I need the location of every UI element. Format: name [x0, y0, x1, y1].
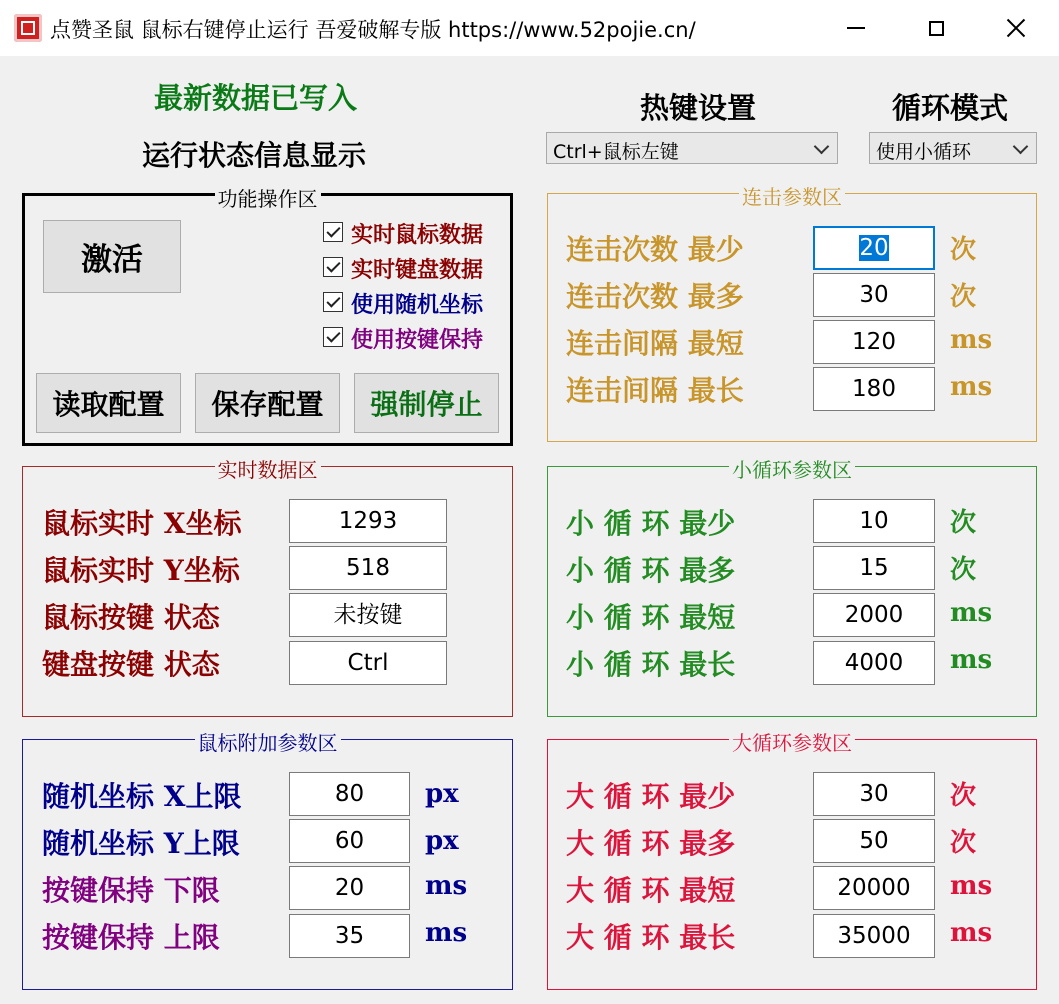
loop-mode-select[interactable] [869, 132, 1037, 164]
small-loop-longest-input[interactable]: 4000 [813, 641, 935, 685]
small-loop-shortest-unit: ms [950, 598, 993, 628]
hotkey-select-value: Ctrl+鼠标左键 [553, 141, 679, 163]
click-count-min-label: 连击次数 最少 [566, 233, 744, 266]
click-params-legend: 连击参数区 [739, 185, 845, 209]
status-written-label: 最新数据已写入 [154, 81, 358, 115]
click-interval-min-label: 连击间隔 最短 [566, 327, 744, 360]
minimize-button[interactable] [816, 0, 896, 56]
key-hold-max-input[interactable]: 35 [289, 914, 410, 958]
checkbox-label: 实时键盘数据 [351, 257, 484, 283]
big-loop-longest-label: 大 循 环 最长 [566, 921, 736, 954]
checkbox-label: 使用随机坐标 [351, 292, 484, 318]
small-loop-max-label: 小 循 环 最多 [566, 554, 736, 587]
click-interval-min-input[interactable]: 120 [813, 320, 935, 364]
loop-mode-select-value: 使用小循环 [876, 141, 972, 163]
big-loop-min-label: 大 循 环 最少 [566, 780, 736, 813]
close-icon [1006, 18, 1026, 38]
mouse-x-label: 鼠标实时 X坐标 [42, 507, 242, 540]
keyboard-key-state-label: 键盘按键 状态 [42, 648, 220, 681]
random-y-limit-label: 随机坐标 Y上限 [42, 827, 240, 860]
keyboard-key-state-field[interactable]: Ctrl [289, 641, 447, 685]
random-y-limit-input[interactable]: 60 [289, 819, 410, 863]
small-loop-min-unit: 次 [950, 508, 977, 538]
click-interval-min-unit: ms [950, 325, 993, 355]
checkbox-label: 实时鼠标数据 [351, 222, 484, 248]
big-loop-min-input[interactable]: 30 [813, 772, 935, 816]
mouse-button-state-label: 鼠标按键 状态 [42, 601, 220, 634]
random-x-limit-unit: px [425, 779, 459, 809]
small-loop-longest-label: 小 循 环 最长 [566, 648, 736, 681]
small-loop-min-label: 小 循 环 最少 [566, 507, 736, 540]
small-loop-legend: 小循环参数区 [729, 458, 855, 482]
random-y-limit-unit: px [425, 826, 459, 856]
status-display-label: 运行状态信息显示 [142, 139, 367, 172]
maximize-button[interactable] [896, 0, 976, 56]
mouse-x-field[interactable]: 1293 [289, 499, 447, 543]
checkbox-box [323, 292, 343, 312]
app-icon [14, 14, 42, 42]
close-button[interactable] [976, 0, 1056, 56]
small-loop-longest-unit: ms [950, 645, 993, 675]
big-loop-shortest-label: 大 循 环 最短 [566, 874, 736, 907]
small-loop-max-input[interactable]: 15 [813, 546, 935, 590]
loop-mode-title: 循环模式 [892, 91, 1009, 125]
click-count-max-label: 连击次数 最多 [566, 280, 744, 313]
small-loop-shortest-input[interactable]: 2000 [813, 593, 935, 637]
checkbox-box [323, 327, 343, 347]
key-hold-min-unit: ms [425, 871, 468, 901]
big-loop-shortest-unit: ms [950, 871, 993, 901]
big-loop-longest-unit: ms [950, 918, 993, 948]
big-loop-max-label: 大 循 环 最多 [566, 827, 736, 860]
click-count-min-unit: 次 [950, 235, 977, 265]
small-loop-shortest-label: 小 循 环 最短 [566, 601, 736, 634]
chevron-down-icon [814, 139, 830, 155]
big-loop-longest-input[interactable]: 35000 [813, 914, 935, 958]
force-stop-button[interactable]: 强制停止 [354, 373, 499, 433]
mouse-y-label: 鼠标实时 Y坐标 [42, 554, 240, 587]
activate-button[interactable]: 激活 [43, 220, 181, 293]
key-hold-min-input[interactable]: 20 [289, 866, 410, 910]
small-loop-min-input[interactable]: 10 [813, 499, 935, 543]
key-hold-max-unit: ms [425, 918, 468, 948]
small-loop-max-unit: 次 [950, 555, 977, 585]
maximize-icon [929, 21, 944, 36]
checkbox-box [323, 257, 343, 277]
checkbox-box [323, 222, 343, 242]
random-x-limit-label: 随机坐标 X上限 [42, 780, 242, 813]
click-interval-max-label: 连击间隔 最长 [566, 374, 744, 407]
checkbox-label: 使用按键保持 [351, 327, 484, 353]
window-title: 点赞圣鼠 鼠标右键停止运行 吾爱破解专版 https://www.52pojie.cn/ [50, 18, 696, 42]
big-loop-max-unit: 次 [950, 828, 977, 858]
mouse-y-field[interactable]: 518 [289, 546, 447, 590]
mouse-button-state-field[interactable]: 未按键 [289, 593, 447, 637]
click-interval-max-input[interactable]: 180 [813, 367, 935, 411]
key-hold-min-label: 按键保持 下限 [42, 874, 220, 907]
save-config-button[interactable]: 保存配置 [195, 373, 340, 433]
key-hold-max-label: 按键保持 上限 [42, 921, 220, 954]
big-loop-shortest-input[interactable]: 20000 [813, 866, 935, 910]
realtime-data-legend: 实时数据区 [215, 458, 321, 482]
big-loop-legend: 大循环参数区 [729, 731, 855, 755]
big-loop-min-unit: 次 [950, 781, 977, 811]
read-config-button[interactable]: 读取配置 [36, 373, 181, 433]
function-area-legend: 功能操作区 [215, 187, 321, 211]
minimize-icon [847, 27, 865, 29]
mouse-extra-legend: 鼠标附加参数区 [195, 731, 341, 755]
click-count-max-unit: 次 [950, 282, 977, 312]
title-bar [0, 0, 1059, 56]
click-count-max-input[interactable]: 30 [813, 273, 935, 317]
big-loop-max-input[interactable]: 50 [813, 819, 935, 863]
click-count-min-input[interactable]: 20 [813, 226, 935, 270]
hotkey-select[interactable] [546, 132, 838, 164]
click-interval-max-unit: ms [950, 372, 993, 402]
random-x-limit-input[interactable]: 80 [289, 772, 410, 816]
hotkey-title: 热键设置 [640, 91, 757, 125]
chevron-down-icon [1013, 139, 1029, 155]
